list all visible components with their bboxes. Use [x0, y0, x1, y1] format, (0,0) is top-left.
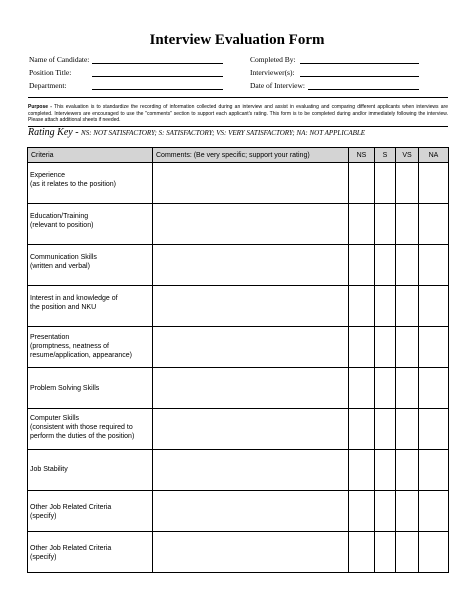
table-row [28, 532, 449, 573]
separator-top [28, 97, 448, 98]
comments-cell[interactable] [153, 409, 349, 450]
criteria-name: Computer Skills [30, 415, 80, 422]
na-rating-cell[interactable] [419, 163, 449, 204]
vs-rating-cell[interactable] [396, 245, 419, 286]
criteria-name: Communication Skills [30, 254, 97, 261]
completed-by-label: Completed By: [250, 55, 296, 64]
criteria-detail: (promptness, neatness of resume/application, appearance) [30, 343, 132, 359]
table-row [28, 327, 449, 368]
table-row [28, 286, 449, 327]
criteria-detail: (consistent with those required to perform the duties of the position) [30, 424, 135, 440]
na-rating-cell[interactable] [419, 409, 449, 450]
criteria-cell [28, 491, 153, 532]
na-rating-cell[interactable] [419, 327, 449, 368]
position-title-field[interactable] [92, 76, 223, 77]
criteria-name: Other Job Related Criteria [30, 504, 112, 511]
criteria-name: Interest in and knowledge of [30, 295, 118, 302]
criteria-cell [28, 163, 153, 204]
department-field[interactable] [92, 89, 223, 90]
criteria-detail: (written and verbal) [30, 263, 90, 270]
criteria-header: Criteria [28, 148, 153, 163]
table-row [28, 491, 449, 532]
s-rating-cell[interactable] [375, 491, 396, 532]
ns-header: NS [349, 148, 375, 163]
interviewers-label: Interviewer(s): [250, 68, 295, 77]
comments-cell[interactable] [153, 327, 349, 368]
criteria-cell [28, 368, 153, 409]
criteria-name: Experience [30, 172, 66, 179]
s-header: S [375, 148, 396, 163]
comments-cell[interactable] [153, 450, 349, 491]
criteria-cell [28, 409, 153, 450]
comments-cell[interactable] [153, 368, 349, 409]
table-row [28, 204, 449, 245]
ns-rating-cell[interactable] [349, 327, 375, 368]
comments-cell[interactable] [153, 204, 349, 245]
vs-rating-cell[interactable] [396, 204, 419, 245]
interview-date-label: Date of Interview: [250, 81, 305, 90]
department-label: Department: [29, 81, 67, 90]
comments-cell[interactable] [153, 286, 349, 327]
rating-key-values: NS: NOT SATISFACTORY; S: SATISFACTORY; VS: VERY SATISFACTORY; NA: NOT APPLICABLE [81, 129, 366, 137]
vs-rating-cell[interactable] [396, 532, 419, 573]
table-row [28, 245, 449, 286]
completed-by-field[interactable] [300, 63, 419, 64]
ns-rating-cell[interactable] [349, 450, 375, 491]
interview-date-field[interactable] [308, 89, 419, 90]
ns-rating-cell[interactable] [349, 204, 375, 245]
na-rating-cell[interactable] [419, 368, 449, 409]
ns-rating-cell[interactable] [349, 409, 375, 450]
ns-rating-cell[interactable] [349, 286, 375, 327]
na-rating-cell[interactable] [419, 532, 449, 573]
evaluation-table [27, 147, 449, 573]
candidate-name-label: Name of Candidate: [29, 55, 90, 64]
vs-rating-cell[interactable] [396, 327, 419, 368]
vs-rating-cell[interactable] [396, 163, 419, 204]
vs-header: VS [396, 148, 419, 163]
interviewers-field[interactable] [300, 76, 419, 77]
vs-rating-cell[interactable] [396, 491, 419, 532]
criteria-cell [28, 204, 153, 245]
ns-rating-cell[interactable] [349, 532, 375, 573]
table-header-row [28, 148, 449, 163]
comments-cell[interactable] [153, 163, 349, 204]
table-row [28, 163, 449, 204]
criteria-name: Education/Training [30, 213, 89, 220]
criteria-cell [28, 450, 153, 491]
na-header: NA [419, 148, 449, 163]
purpose-text: This evaluation is to standardize the recording of information collected during an interview and assist in evaluating and comparing different applicants when interviews are completed. Interviewers are encouraged to use the "comments" section to support each applicant's rating. This form is to be completed during and/or immediately following the interview. Please attach additional sheets if needed. [28, 104, 448, 124]
s-rating-cell[interactable] [375, 409, 396, 450]
na-rating-cell[interactable] [419, 286, 449, 327]
criteria-detail: (specify) [30, 554, 57, 561]
ns-rating-cell[interactable] [349, 491, 375, 532]
criteria-name: Presentation [30, 334, 70, 341]
s-rating-cell[interactable] [375, 245, 396, 286]
table-row [28, 368, 449, 409]
ns-rating-cell[interactable] [349, 163, 375, 204]
table-row [28, 450, 449, 491]
s-rating-cell[interactable] [375, 204, 396, 245]
rating-key-label: Rating Key - [28, 127, 82, 138]
vs-rating-cell[interactable] [396, 368, 419, 409]
ns-rating-cell[interactable] [349, 245, 375, 286]
criteria-name: Other Job Related Criteria [30, 545, 112, 552]
s-rating-cell[interactable] [375, 286, 396, 327]
rating-key [28, 127, 448, 138]
na-rating-cell[interactable] [419, 245, 449, 286]
vs-rating-cell[interactable] [396, 409, 419, 450]
criteria-cell [28, 532, 153, 573]
ns-rating-cell[interactable] [349, 368, 375, 409]
criteria-cell [28, 245, 153, 286]
criteria-detail: (relevant to position) [30, 222, 94, 229]
s-rating-cell[interactable] [375, 163, 396, 204]
purpose-label: Purpose - [28, 104, 52, 110]
criteria-name: Problem Solving Skills [30, 385, 100, 392]
criteria-detail: (as it relates to the position) [30, 181, 116, 188]
s-rating-cell[interactable] [375, 327, 396, 368]
vs-rating-cell[interactable] [396, 286, 419, 327]
na-rating-cell[interactable] [419, 450, 449, 491]
criteria-detail: (specify) [30, 513, 57, 520]
purpose-paragraph [28, 104, 448, 124]
comments-cell[interactable] [153, 245, 349, 286]
s-rating-cell[interactable] [375, 450, 396, 491]
comments-header: Comments: (Be very specific; support your rating) [153, 148, 349, 163]
comments-cell[interactable] [153, 491, 349, 532]
na-rating-cell[interactable] [419, 491, 449, 532]
s-rating-cell[interactable] [375, 368, 396, 409]
table-row [28, 409, 449, 450]
criteria-cell [28, 286, 153, 327]
vs-rating-cell[interactable] [396, 450, 419, 491]
form-title: Interview Evaluation Form [149, 32, 325, 48]
criteria-cell [28, 327, 153, 368]
comments-cell[interactable] [153, 532, 349, 573]
s-rating-cell[interactable] [375, 532, 396, 573]
na-rating-cell[interactable] [419, 204, 449, 245]
criteria-name: Job Stability [30, 466, 68, 473]
position-title-label: Position Title: [29, 68, 72, 77]
criteria-detail: the position and NKU [30, 304, 97, 311]
candidate-name-field[interactable] [92, 63, 223, 64]
